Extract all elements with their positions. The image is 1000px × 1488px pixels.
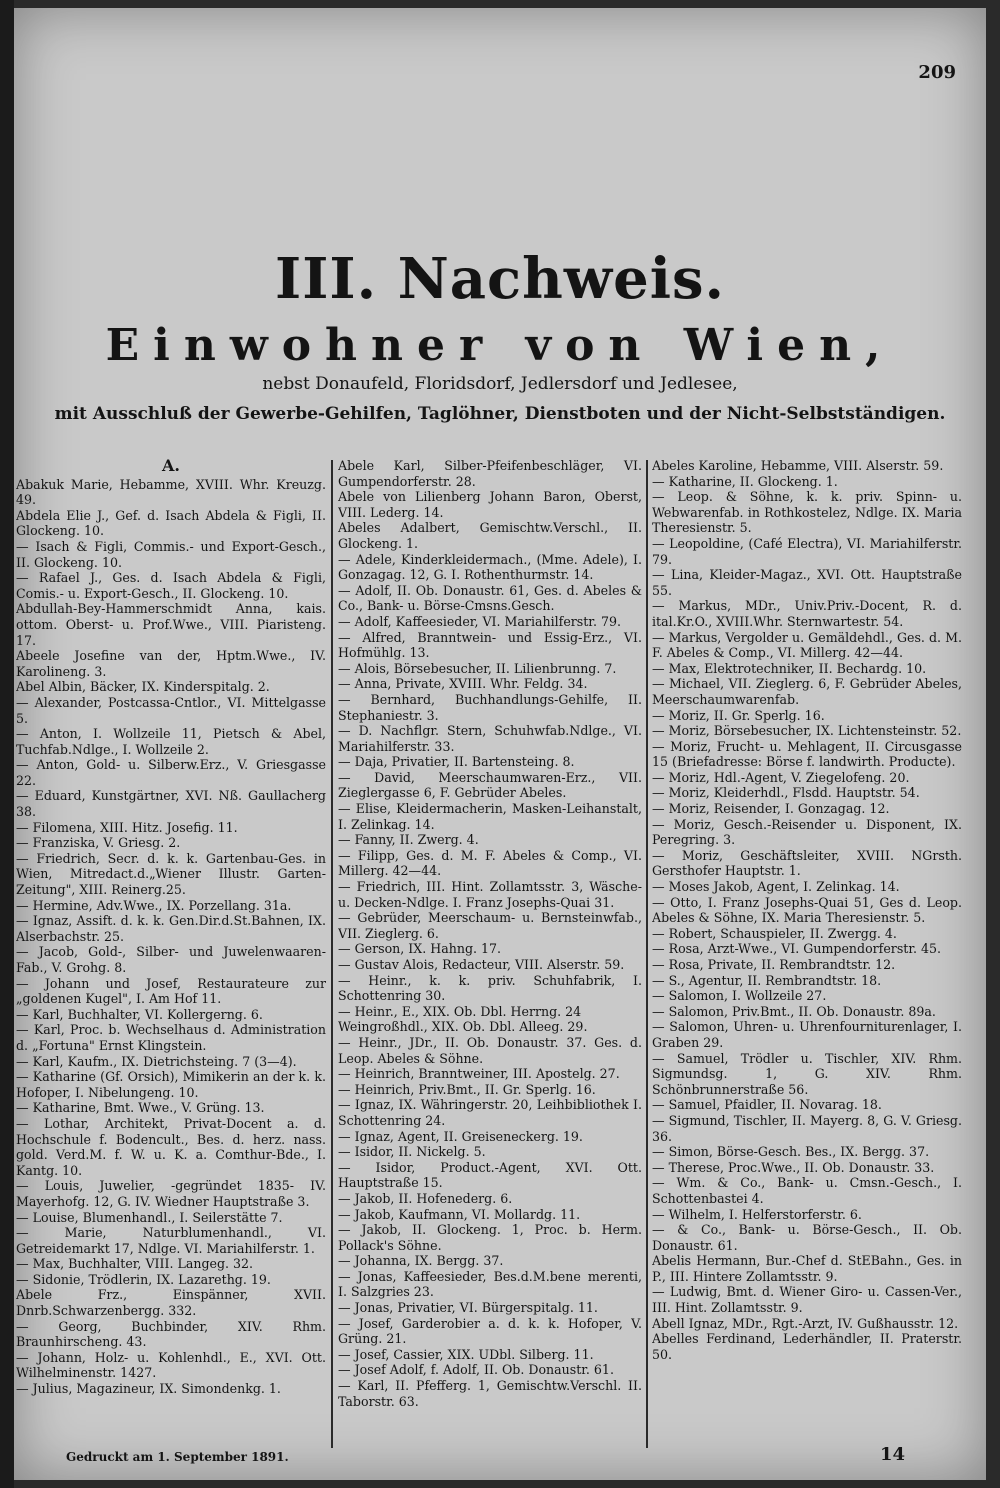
directory-entry: — Isidor, Product.-Agent, XVI. Ott. Hauptstraße 15. xyxy=(338,1159,642,1191)
column-3 xyxy=(652,458,962,1443)
directory-entry: — Marie, Naturblumenhandl., VI. Getreidemarkt 17, Ndlge. VI. Mariahilferstr. 1. xyxy=(16,1225,326,1256)
directory-entry: — Sidonie, Trödlerin, IX. Lazarethg. 19. xyxy=(16,1271,271,1287)
print-date: Gedruckt am 1. September 1891. xyxy=(66,1450,289,1464)
directory-entry: — Adolf, Kaffeesieder, VI. Mariahilferstr. 79. xyxy=(338,613,621,629)
directory-entry: — Julius, Magazineur, IX. Simondenkg. 1. xyxy=(16,1381,281,1397)
directory-entry: — Franziska, V. Griesg. 2. xyxy=(16,835,181,851)
directory-entry: — Lina, Kleider-Magaz., XVI. Ott. Hauptstraße 55. xyxy=(652,567,962,598)
directory-entry: — Rosa, Arzt-Wwe., VI. Gumpendorferstr. 45. xyxy=(652,941,942,957)
directory-entry: — Anna, Private, XVIII. Whr. Feldg. 34. xyxy=(338,676,588,692)
directory-entry: — D. Nachflgr. Stern, Schuhwfab.Ndlge., VI. Mariahilferstr. 33. xyxy=(338,723,642,754)
directory-entry: — Filomena, XIII. Hitz. Josefig. 11. xyxy=(16,819,238,835)
directory-entry: — Gebrüder, Meerschaum- u. Bernsteinwfab., VII. Zieglerg. 6. xyxy=(338,910,642,941)
directory-entry: Abeles Adalbert, Gemischtw.Verschl., II. Glockeng. 1. xyxy=(338,520,642,551)
directory-entry: — Karl, II. Pfefferg. 1, Gemischtw.Verschl. II. Taborstr. 63. xyxy=(338,1378,642,1409)
directory-entry: — Jonas, Kaffeesieder, Bes.d.M.bene merenti, I. Salzgries 23. xyxy=(338,1268,642,1300)
directory-entry: — Lothar, Architekt, Privat-Docent a. d. Hochschule f. Bodencult., Bes. d. herz. nass. gold. Verd.M. f. W. u. K. a. Comthur-Bde., I. Kantg. 10. xyxy=(16,1115,326,1178)
directory-entry: — Johanna, IX. Bergg. 37. xyxy=(338,1253,504,1269)
directory-entry: — Moriz, II. Gr. Sperlg. 16. xyxy=(652,707,825,723)
directory-entry: — Leopoldine, (Café Electra), VI. Mariahilferstr. 79. xyxy=(652,535,962,567)
directory-entry: — Ignaz, IX. Währingerstr. 20, Leihbibliothek I. Schottenring 24. xyxy=(338,1097,642,1128)
directory-entry: — Max, Buchhalter, VIII. Langeg. 32. xyxy=(16,1256,254,1272)
section-title: III. Nachweis. xyxy=(275,246,725,312)
directory-columns xyxy=(16,458,962,1448)
column-divider xyxy=(331,460,333,1448)
directory-entry: — Josef, Cassier, XIX. UDbl. Silberg. 11. xyxy=(338,1346,594,1362)
directory-entry: Abell Ignaz, MDr., Rgt.-Arzt, IV. Gußhausstr. 12. xyxy=(652,1315,959,1331)
directory-entry: — Isidor, II. Nickelg. 5. xyxy=(338,1144,486,1160)
section-letter: A. xyxy=(162,458,180,475)
signature-number: 14 xyxy=(880,1444,906,1465)
directory-entry: — Louise, Blumenhandl., I. Seilerstätte 7. xyxy=(16,1209,283,1225)
column-2 xyxy=(338,458,642,1443)
directory-entry: — Robert, Schauspieler, II. Zwergg. 4. xyxy=(652,925,897,941)
directory-entry: — Moriz, Hdl.-Agent, V. Ziegelofeng. 20. xyxy=(652,769,910,785)
directory-entry: — Wilhelm, I. Helferstorferstr. 6. xyxy=(652,1206,862,1222)
directory-entry: — Jacob, Gold-, Silber- und Juwelenwaaren-Fab., V. Grohg. 8. xyxy=(16,944,326,975)
directory-entry: — Samuel, Pfaidler, II. Novarag. 18. xyxy=(652,1097,882,1113)
directory-entry: — Heinr., E., XIX. Ob. Dbl. Herrng. 24 xyxy=(338,1003,582,1019)
directory-entry: — Eduard, Kunstgärtner, XVI. Nß. Gaullacherg 38. xyxy=(16,788,326,820)
column-1 xyxy=(16,458,326,1443)
directory-entry: — Bernhard, Buchhandlungs-Gehilfe, II. Stephaniestr. 3. xyxy=(338,691,642,723)
page-number: 209 xyxy=(918,62,956,83)
directory-entry: — Max, Elektrotechniker, II. Bechardg. 10. xyxy=(652,660,927,676)
directory-entry: — Rosa, Private, II. Rembrandtstr. 12. xyxy=(652,957,896,972)
exclusion-line: mit Ausschluß der Gewerbe-Gehilfen, Taglöhner, Dienstboten und der Nicht-Selbstständigen. xyxy=(54,404,946,424)
directory-entry: — Rafael J., Ges. d. Isach Abdela & Figli, Comis.- u. Export-Gesch., II. Glockeng. 10. xyxy=(16,570,326,601)
directory-entry: Abelles Ferdinand, Lederhändler, II. Praterstr. 50. xyxy=(652,1331,962,1362)
directory-entry: Abelis Hermann, Bur.-Chef d. StEBahn., Ges. in P., III. Hintere Zollamtsstr. 9. xyxy=(652,1253,962,1284)
directory-entry: — Alexander, Postcassa-Cntlor., VI. Mittelgasse 5. xyxy=(16,694,326,726)
directory-entry: — Moses Jakob, Agent, I. Zelinkag. 14. xyxy=(652,879,900,895)
directory-entry: — Louis, Juwelier, -gegründet 1835- IV. Mayerhofg. 12, G. IV. Wiedner Hauptstraße 3. xyxy=(16,1178,326,1209)
directory-entry: — Samuel, Trödler u. Tischler, XIV. Rhm. Sigmundsg. 1, G. XIV. Rhm. Schönbrunnerstraße 56. xyxy=(652,1050,962,1097)
directory-entry: — Jonas, Privatier, VI. Bürgerspitalg. 11. xyxy=(338,1300,598,1316)
directory-entry: — Simon, Börse-Gesch. Bes., IX. Bergg. 37. xyxy=(652,1144,930,1160)
directory-entry: — Wm. & Co., Bank- u. Cmsn.-Gesch., I. Schottenbastei 4. xyxy=(652,1175,962,1206)
directory-entry: Abele von Lilienberg Johann Baron, Oberst, VIII. Lederg. 14. xyxy=(338,489,642,520)
directory-entry: — Heinrich, Priv.Bmt., II. Gr. Sperlg. 16. xyxy=(338,1081,596,1097)
directory-entry: — Elise, Kleidermacherin, Masken-Leihanstalt, I. Zelinkag. 14. xyxy=(338,801,642,832)
directory-entry: — Jakob, II. Hofenederg. 6. xyxy=(338,1190,513,1206)
directory-entry: — Ludwig, Bmt. d. Wiener Giro- u. Cassen-Ver., III. Hint. Zollamtsstr. 9. xyxy=(652,1284,962,1316)
directory-entry: — Heinr., k. k. priv. Schuhfabrik, I. Schottenring 30. xyxy=(338,972,642,1004)
directory-entry: — Sigmund, Tischler, II. Mayerg. 8, G. V. Griesg. 36. xyxy=(652,1112,962,1144)
directory-entry: — Anton, I. Wollzeile 11, Pietsch & Abel, Tuchfab.Ndlge., I. Wollzeile 2. xyxy=(16,726,326,757)
directory-entry: — Johann und Josef, Restaurateure zur „goldenen Kugel", I. Am Hof 11. xyxy=(16,975,326,1007)
directory-entry: — Gerson, IX. Hahng. 17. xyxy=(338,941,502,957)
directory-entry: — Heinr., JDr., II. Ob. Donaustr. 37. Ges. d. Leop. Abeles & Söhne. xyxy=(338,1034,642,1066)
directory-entry: — Jakob, II. Glockeng. 1, Proc. b. Herm. Pollack's Söhne. xyxy=(338,1222,642,1253)
section-subtitle: Einwohner von Wien, xyxy=(105,320,895,371)
directory-entry: — Therese, Proc.Wwe., II. Ob. Donaustr. 33. xyxy=(652,1159,935,1175)
directory-entry: Abeele Josefine van der, Hptm.Wwe., IV. Karolineng. 3. xyxy=(16,648,326,679)
directory-entry: — Gustav Alois, Redacteur, VIII. Alserstr. 59. xyxy=(338,957,625,972)
directory-entry: — Jakob, Kaufmann, VI. Mollardg. 11. xyxy=(338,1206,581,1222)
directory-entry: — Moriz, Frucht- u. Mehlagent, II. Circusgasse 15 (Briefadresse: Börse f. landwirth. Producte). xyxy=(652,738,962,770)
directory-entry: Abdullah-Bey-Hammerschmidt Anna, kais. ottom. Oberst- u. Prof.Wwe., VIII. Piaristeng. 17. xyxy=(16,601,326,648)
directory-entry: — Filipp, Ges. d. M. F. Abeles & Comp., VI. Millerg. 42—44. xyxy=(338,847,642,879)
directory-entry: — Josef, Garderobier a. d. k. k. Hofoper, V. Grüng. 21. xyxy=(338,1315,642,1347)
directory-entry: Abele Frz., Einspänner, XVII. Dnrb.Schwarzenbergg. 332. xyxy=(16,1287,326,1319)
directory-entry: — Ignaz, Agent, II. Greiseneckerg. 19. xyxy=(338,1128,583,1144)
directory-entry: — Heinrich, Branntweiner, III. Apostelg. 27. xyxy=(338,1066,620,1082)
directory-entry: — Michael, VII. Zieglerg. 6, F. Gebrüder Abeles, Meerschaumwarenfab. xyxy=(652,676,962,707)
directory-entry: Weingroßhdl., XIX. Ob. Dbl. Alleeg. 29. xyxy=(338,1019,588,1035)
directory-entry: — Daja, Privatier, II. Bartensteing. 8. xyxy=(338,754,575,770)
column-divider xyxy=(646,460,648,1448)
directory-entry: — Karl, Buchhalter, VI. Kollergerng. 6. xyxy=(16,1006,263,1022)
directory-entry: — Katharine (Gf. Orsich), Mimikerin an der k. k. Hofoper, I. Nibelungeng. 10. xyxy=(16,1069,326,1100)
directory-entry: — S., Agentur, II. Rembrandtstr. 18. xyxy=(652,972,882,988)
directory-entry: — Otto, I. Franz Josephs-Quai 51, Ges d. Leop. Abeles & Söhne, IX. Maria Theresienstr. 5. xyxy=(652,894,962,926)
directory-entry: Abdela Elie J., Gef. d. Isach Abdela & Figli, II. Glockeng. 10. xyxy=(16,507,326,539)
directory-entry: — Markus, Vergolder u. Gemäldehdl., Ges. d. M. F. Abeles & Comp., VI. Millerg. 42—44. xyxy=(652,629,962,661)
directory-entry: — Fanny, II. Zwerg. 4. xyxy=(338,832,479,848)
directory-entry: — Alfred, Branntwein- und Essig-Erz., VI. Hofmühlg. 13. xyxy=(338,629,642,661)
directory-entry: — Moriz, Börsebesucher, IX. Lichtensteinstr. 52. xyxy=(652,723,962,739)
directory-entry: — Leop. & Söhne, k. k. priv. Spinn- u. Webwarenfab. in Rothkostelez, Ndlge. IX. Maria Theresienstr. 5. xyxy=(652,489,962,536)
directory-entry: — Moriz, Reisender, I. Gonzagag. 12. xyxy=(652,801,890,817)
directory-entry: — Katharine, II. Glockeng. 1. xyxy=(652,473,838,489)
directory-entry: — Friedrich, Secr. d. k. k. Gartenbau-Ges. in Wien, Mitredact.d.„Wiener Illustr. Garten-Zeitung", XIII. Reinerg.25. xyxy=(16,850,326,898)
directory-entry: Abel Albin, Bäcker, IX. Kinderspitalg. 2. xyxy=(16,679,270,695)
directory-entry: — Adele, Kinderkleidermach., (Mme. Adele), I. Gonzagag. 12, G. I. Rothenthurmstr. 14. xyxy=(338,551,642,583)
directory-entry: — Markus, MDr., Univ.Priv.-Docent, R. d. ital.Kr.O., XVIII.Whr. Sternwartestr. 54. xyxy=(652,598,962,629)
directory-entry: — Friedrich, III. Hint. Zollamtsstr. 3, Wäsche- u. Decken-Ndlge. I. Franz Josephs-Quai 31. xyxy=(338,879,642,910)
directory-entry: — Ignaz, Assift. d. k. k. Gen.Dir.d.St.Bahnen, IX. Alserbachstr. 25. xyxy=(16,913,326,944)
directory-entry: — Georg, Buchbinder, XIV. Rhm. Braunhirscheng. 43. xyxy=(16,1318,326,1350)
directory-entry: — Moriz, Gesch.-Reisender u. Disponent, IX. Peregring. 3. xyxy=(652,816,962,848)
directory-entry: — Isach & Figli, Commis.- und Export-Gesch., II. Glockeng. 10. xyxy=(16,538,326,570)
directory-entry: — Katharine, Bmt. Wwe., V. Grüng. 13. xyxy=(16,1100,265,1116)
directory-entry: Abakuk Marie, Hebamme, XVIII. Whr. Kreuzg. 49. xyxy=(16,476,326,508)
directory-entry: — Moriz, Geschäftsleiter, XVIII. NGrsth. Gersthofer Hauptstr. 1. xyxy=(652,847,962,879)
directory-entry: — Anton, Gold- u. Silberw.Erz., V. Griesgasse 22. xyxy=(16,757,326,788)
directory-entry: — David, Meerschaumwaren-Erz., VII. Zieglergasse 6, F. Gebrüder Abeles. xyxy=(338,769,642,801)
directory-entry: — Karl, Proc. b. Wechselhaus d. Administration d. „Fortuna" Ernst Klingstein. xyxy=(16,1022,326,1053)
scope-line: nebst Donaufeld, Floridsdorf, Jedlersdorf und Jedlesee, xyxy=(262,374,738,394)
directory-entry: Abeles Karoline, Hebamme, VIII. Alserstr. 59. xyxy=(652,458,944,473)
directory-entry: — Johann, Holz- u. Kohlenhdl., E., XVI. Ott. Wilhelminenstr. 1427. xyxy=(16,1349,326,1381)
directory-entry: — Moriz, Kleiderhdl., Flsdd. Hauptstr. 54. xyxy=(652,785,920,801)
directory-entry: — Josef Adolf, f. Adolf, II. Ob. Donaustr. 61. xyxy=(338,1362,614,1378)
directory-entry: — & Co., Bank- u. Börse-Gesch., II. Ob. Donaustr. 61. xyxy=(652,1222,962,1253)
directory-entry: — Adolf, II. Ob. Donaustr. 61, Ges. d. Abeles & Co., Bank- u. Börse-Cmsns.Gesch. xyxy=(338,582,642,614)
directory-entry: Abele Karl, Silber-Pfeifenbeschläger, VI. Gumpendorferstr. 28. xyxy=(338,458,642,489)
directory-entry: — Alois, Börsebesucher, II. Lilienbrunng. 7. xyxy=(338,660,617,676)
page-edge-shadow xyxy=(0,0,14,1488)
directory-entry: — Salomon, I. Wollzeile 27. xyxy=(652,988,827,1004)
directory-entry: — Salomon, Priv.Bmt., II. Ob. Donaustr. 89a. xyxy=(652,1003,936,1019)
directory-entry: — Salomon, Uhren- u. Uhrenfourniturenlager, I. Graben 29. xyxy=(652,1019,962,1050)
directory-entry: — Hermine, Adv.Wwe., IX. Porzellang. 31a. xyxy=(16,897,292,913)
directory-entry: — Karl, Kaufm., IX. Dietrichsteing. 7 (3—4). xyxy=(16,1053,297,1069)
document-page xyxy=(14,8,986,1480)
